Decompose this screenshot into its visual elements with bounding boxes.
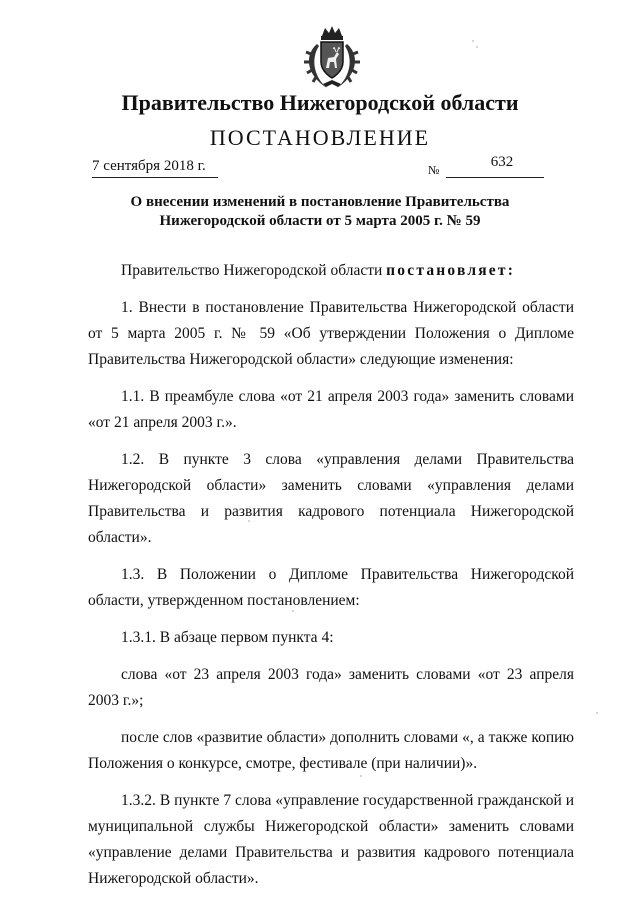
number-underline (446, 177, 544, 178)
scan-speck (472, 40, 474, 42)
paragraph-1-3-2: 1.3.2. В пункте 7 слова «управление государственной гражданской и муниципальной службы Нижегородской области» заменить словами «управление делами Правительства и развития кадрового потенциала Нижегородской области». (88, 792, 574, 887)
intro-prefix: Правительство Нижегородской области (121, 262, 383, 279)
intro-paragraph (88, 258, 574, 284)
subject-line-2: Нижегородской области от 5 марта 2005 г. № 59 (159, 213, 481, 229)
scan-speck (596, 712, 598, 714)
intro-decree-word: постановляет: (386, 262, 516, 279)
number-label: № (428, 163, 440, 177)
scan-speck (248, 520, 250, 522)
paragraph-1-3-1-b: после слов «развитие области» дополнить словами «, а также копию Положения о конкурсе, смотре, фестивале (при наличии)». (88, 729, 574, 772)
government-title: Правительство Нижегородской области (121, 90, 519, 115)
document-number: 632 (490, 154, 514, 170)
paragraph-1-3-1-a: слова «от 23 апреля 2003 года» заменить словами «от 23 апреля 2003 г.»; (88, 666, 574, 709)
paragraph-1-3: 1.3. В Положении о Дипломе Правительства Нижегородской области, утвержденном постановлением: (88, 566, 574, 609)
paragraph-1-2: 1.2. В пункте 3 слова «управления делами Правительства Нижегородской области» заменить словами «управления делами Правительства и развития кадрового потенциала Нижегородской области». (88, 451, 574, 546)
document-date: 7 сентября 2018 г. (92, 158, 206, 174)
document-type: ПОСТАНОВЛЕНИЕ (209, 125, 431, 150)
paragraph-1-3-1: 1.3.1. В абзаце первом пункта 4: (121, 629, 334, 646)
coat-of-arms-emblem (301, 24, 363, 92)
scan-speck (292, 610, 294, 612)
scan-speck (476, 46, 478, 48)
document-subject (0, 193, 640, 231)
document-body (88, 258, 574, 892)
date-underline (92, 177, 218, 178)
paragraph-1: 1. Внести в постановление Правительства Нижегородской области от 5 марта 2005 г. № 59 «Об утверждении Положения о Дипломе Правительства Нижегородской области» следующие изменения: (88, 299, 574, 368)
scan-speck (360, 775, 362, 777)
subject-line-1: О внесении изменений в постановление Правительства (130, 194, 510, 210)
paragraph-1-1: 1.1. В преамбуле слова «от 21 апреля 2003 года» заменить словами «от 21 апреля 2003 г.». (88, 388, 574, 431)
